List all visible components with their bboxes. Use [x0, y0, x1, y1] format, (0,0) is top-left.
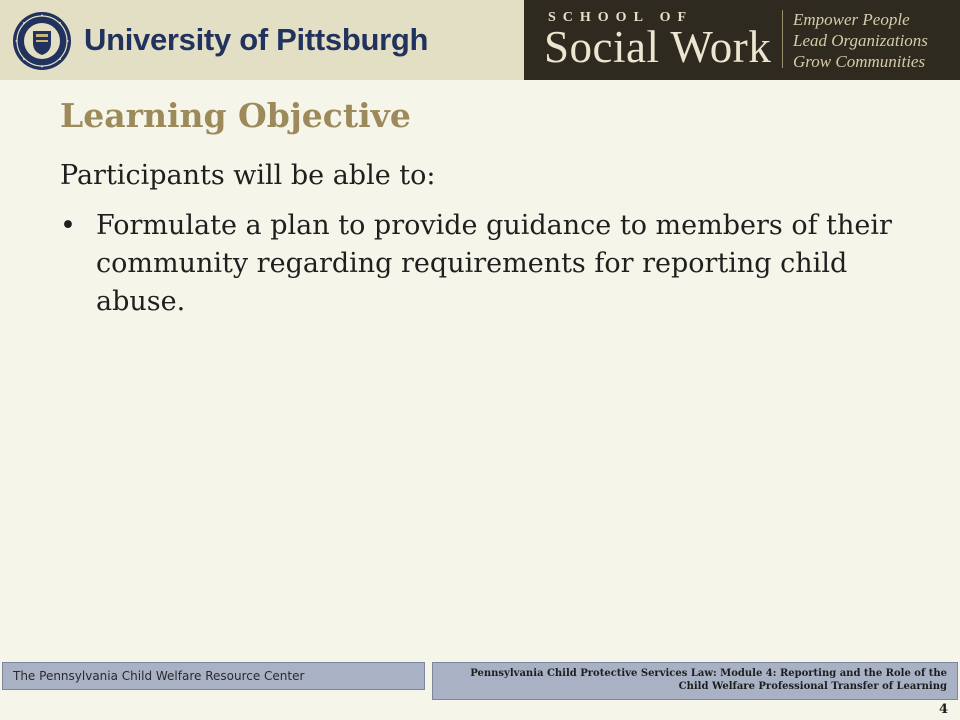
- objective-item: [60, 207, 920, 321]
- footer-organization-box: [2, 662, 425, 690]
- tagline-item: Grow Communities: [793, 52, 926, 71]
- university-seal-icon: [12, 11, 72, 71]
- tagline-item: Lead Organizations: [793, 31, 928, 50]
- objective-list: [60, 207, 920, 321]
- footer-organization: The Pennsylvania Child Welfare Resource Center: [13, 669, 305, 683]
- page-number: 4: [938, 702, 948, 717]
- tagline-item: Empower People: [793, 10, 910, 29]
- slide-title: Learning Objective: [60, 96, 411, 135]
- slide-intro: Participants will be able to:: [60, 160, 436, 191]
- university-header-band: [0, 0, 524, 80]
- header-divider: [782, 10, 783, 68]
- university-name: University of Pittsburgh: [84, 22, 429, 57]
- footer-module-title: Pennsylvania Child Protective Services Law: Module 4: Reporting and the Role of the Child Welfare Professional Transfer of Learning: [432, 662, 958, 700]
- school-prefix: SCHOOL OF: [548, 10, 694, 25]
- school-name: Social Work: [544, 22, 772, 72]
- bullet-glyph: •: [60, 210, 76, 241]
- school-taglines: [793, 9, 928, 72]
- objective-text: Formulate a plan to provide guidance to members of their community regarding requirements for reporting child abuse.: [96, 210, 892, 317]
